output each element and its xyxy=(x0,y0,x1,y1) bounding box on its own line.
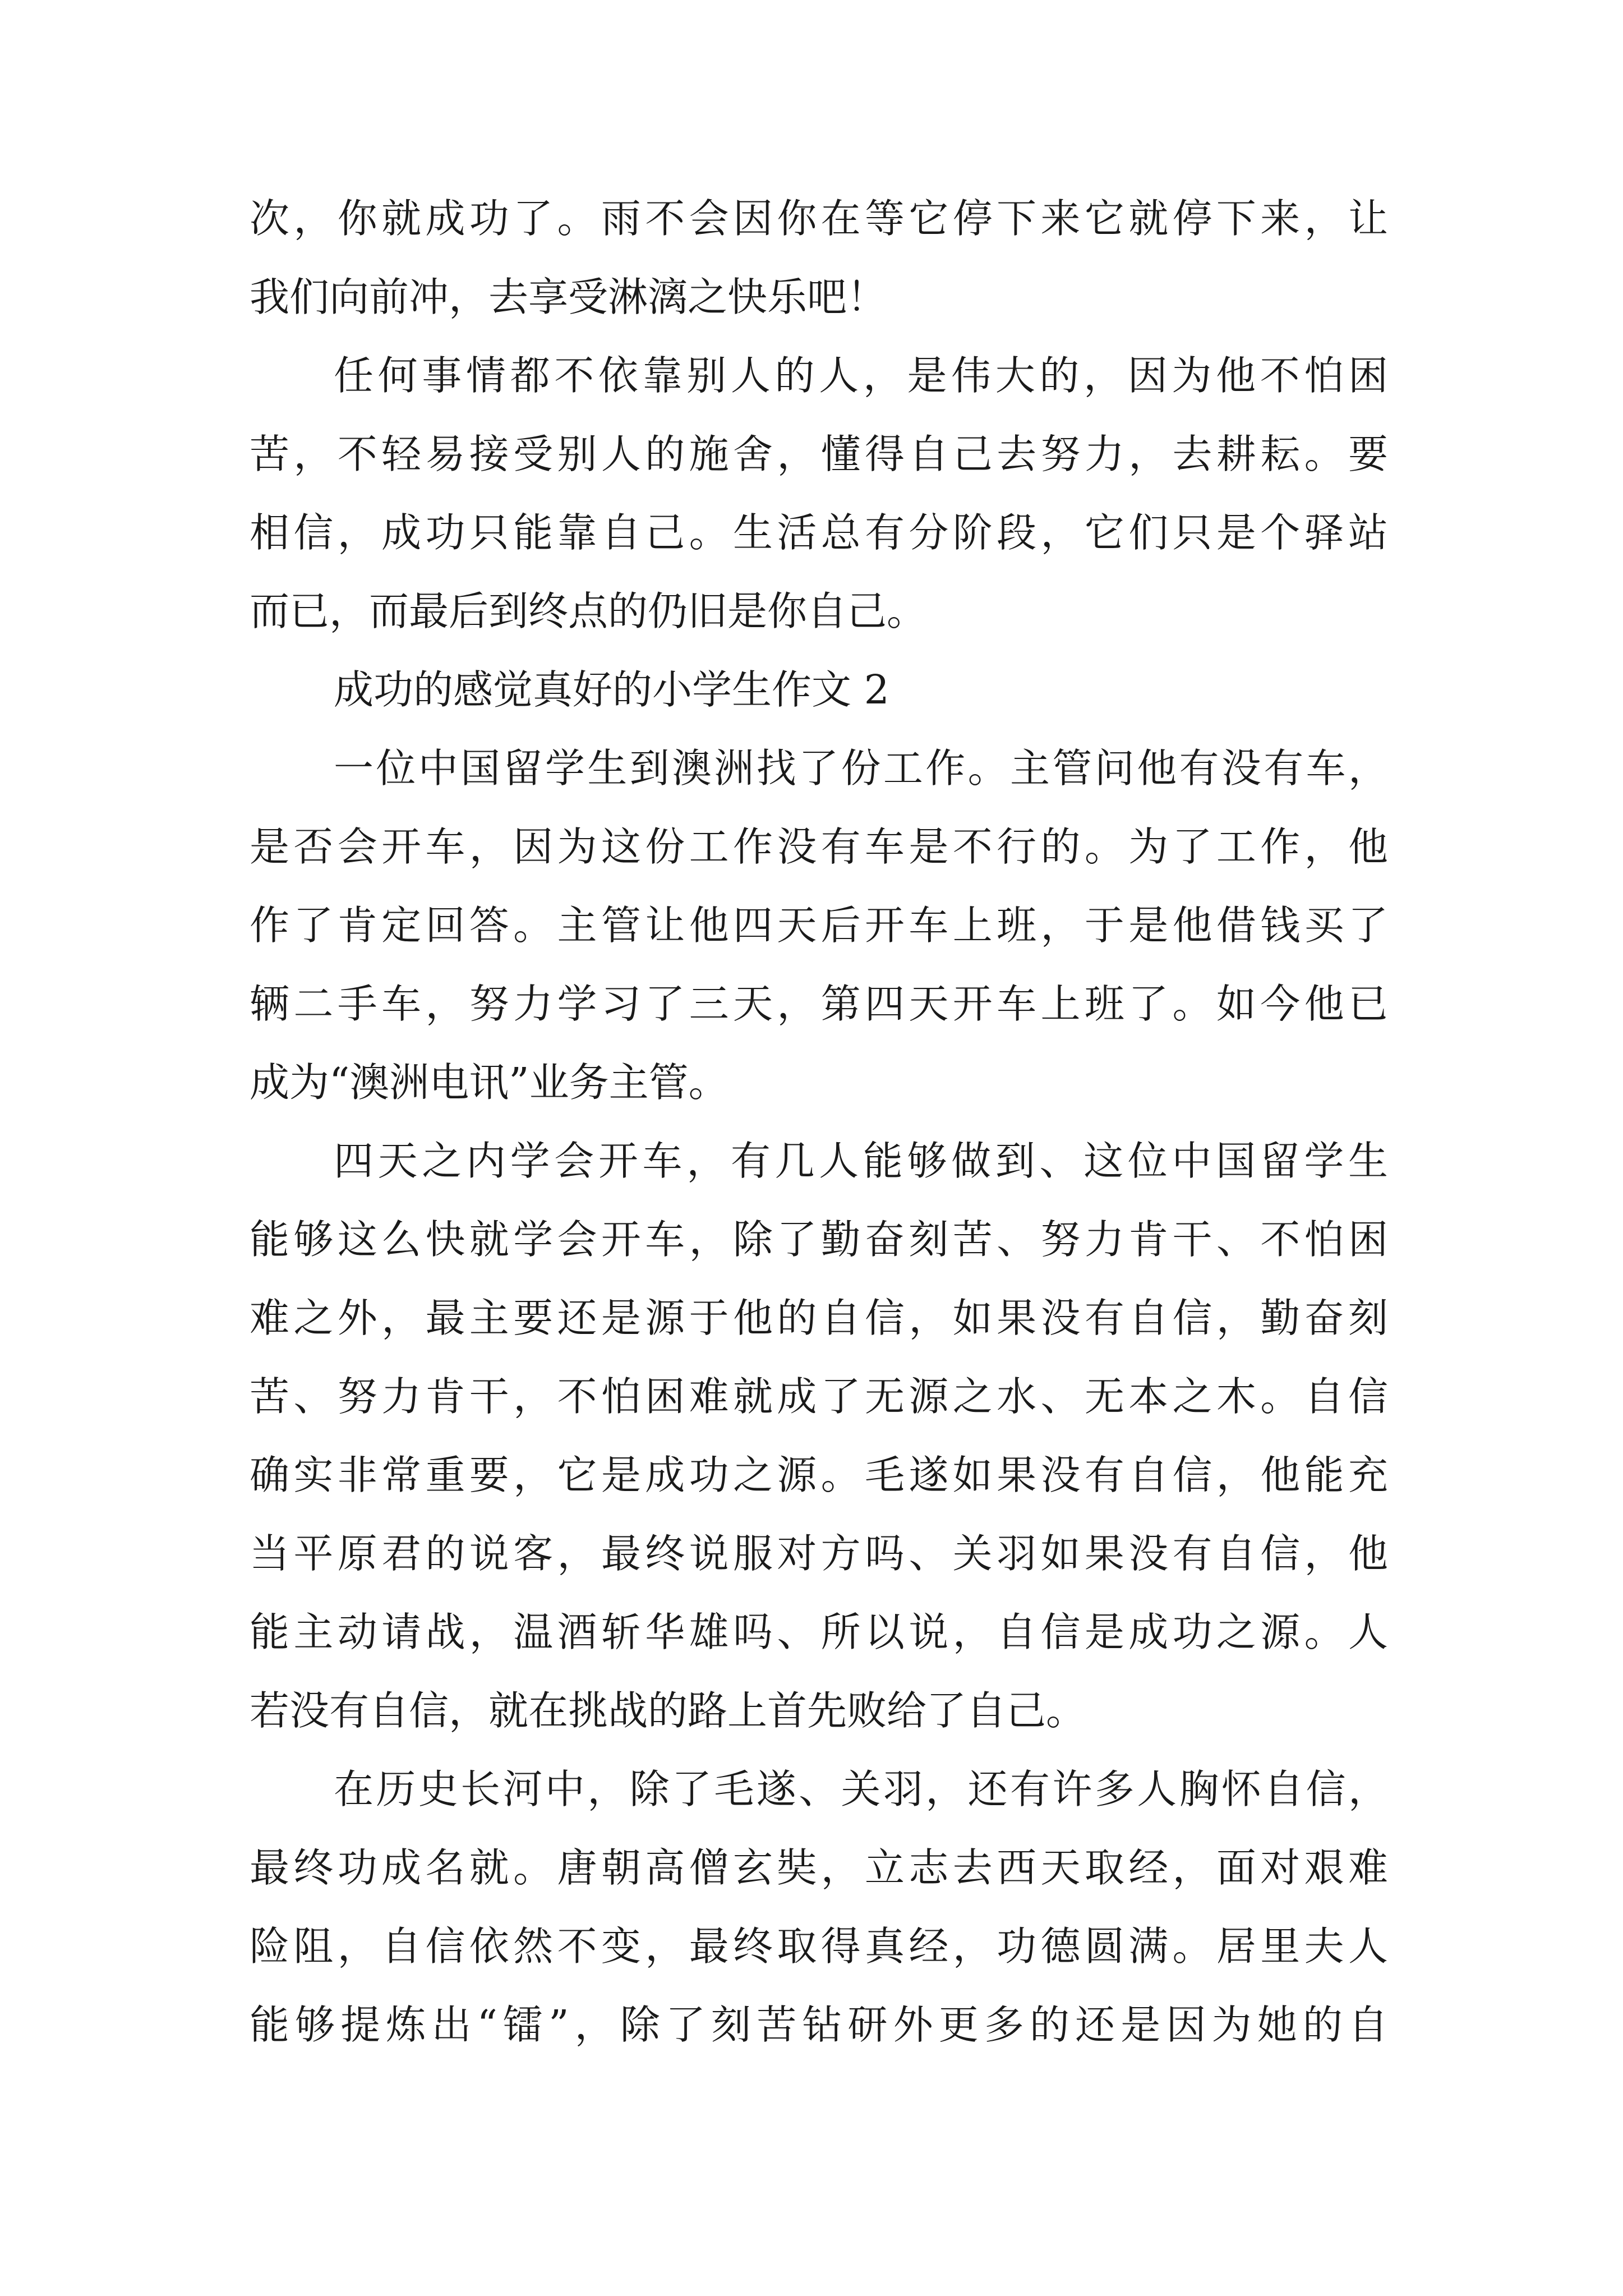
text-line: 若没有自信，就在挑战的路上首先败给了自己。 xyxy=(250,1687,1086,1734)
text-line: 一位中国留学生到澳洲找了份工作。主管问他有没有车， xyxy=(334,745,1388,792)
text-line: 是否会开车，因为这份工作没有车是不行的。为了工作，他 xyxy=(250,823,1388,870)
text-line: 当平原君的说客，最终说服对方吗、关羽如果没有自信，他 xyxy=(250,1530,1388,1577)
text-line: 能够这么快就学会开车，除了勤奋刻苦、努力肯干、不怕困 xyxy=(250,1216,1388,1263)
text-line: 险阻，自信依然不变，最终取得真经，功德圆满。居里夫人 xyxy=(250,1923,1388,1970)
text-line: 我们向前冲，去享受淋漓之快乐吧！ xyxy=(250,274,887,320)
text-line: 在历史长河中，除了毛遂、关羽，还有许多人胸怀自信， xyxy=(334,1766,1388,1812)
text-line: 四天之内学会开车，有几人能够做到、这位中国留学生 xyxy=(334,1138,1388,1184)
text-line: 次，你就成功了。雨不会因你在等它停下来它就停下来，让 xyxy=(250,195,1388,242)
text-line: 难之外，最主要还是源于他的自信，如果没有自信，勤奋刻 xyxy=(250,1295,1388,1341)
text-line: 成为“澳洲电讯”业务主管。 xyxy=(250,1059,728,1106)
text-line: 苦，不轻易接受别人的施舍，懂得自己去努力，去耕耘。要 xyxy=(250,431,1388,477)
text-line: 而已，而最后到终点的仍旧是你自己。 xyxy=(250,588,927,634)
text-line: 能够提炼出“镭”，除了刻苦钻研外更多的还是因为她的自 xyxy=(250,2001,1388,2048)
text-line: 任何事情都不依靠别人的人，是伟大的，因为他不怕困 xyxy=(334,352,1388,399)
text-line: 最终功成名就。唐朝高僧玄奘，立志去西天取经，面对艰难 xyxy=(250,1844,1388,1891)
text-line: 辆二手车，努力学习了三天，第四天开车上班了。如今他已 xyxy=(250,981,1388,1027)
section-heading: 成功的感觉真好的小学生作文 2 xyxy=(334,666,889,713)
text-line: 作了肯定回答。主管让他四天后开车上班，于是他借钱买了 xyxy=(250,902,1388,949)
text-line: 苦、努力肯干，不怕困难就成了无源之水、无本之木。自信 xyxy=(250,1373,1388,1420)
text-line: 相信，成功只能靠自己。生活总有分阶段，它们只是个驿站 xyxy=(250,509,1388,556)
text-line: 能主动请战，温酒斩华雄吗、所以说，自信是成功之源。人 xyxy=(250,1609,1388,1655)
text-line: 确实非常重要，它是成功之源。毛遂如果没有自信，他能充 xyxy=(250,1452,1388,1498)
